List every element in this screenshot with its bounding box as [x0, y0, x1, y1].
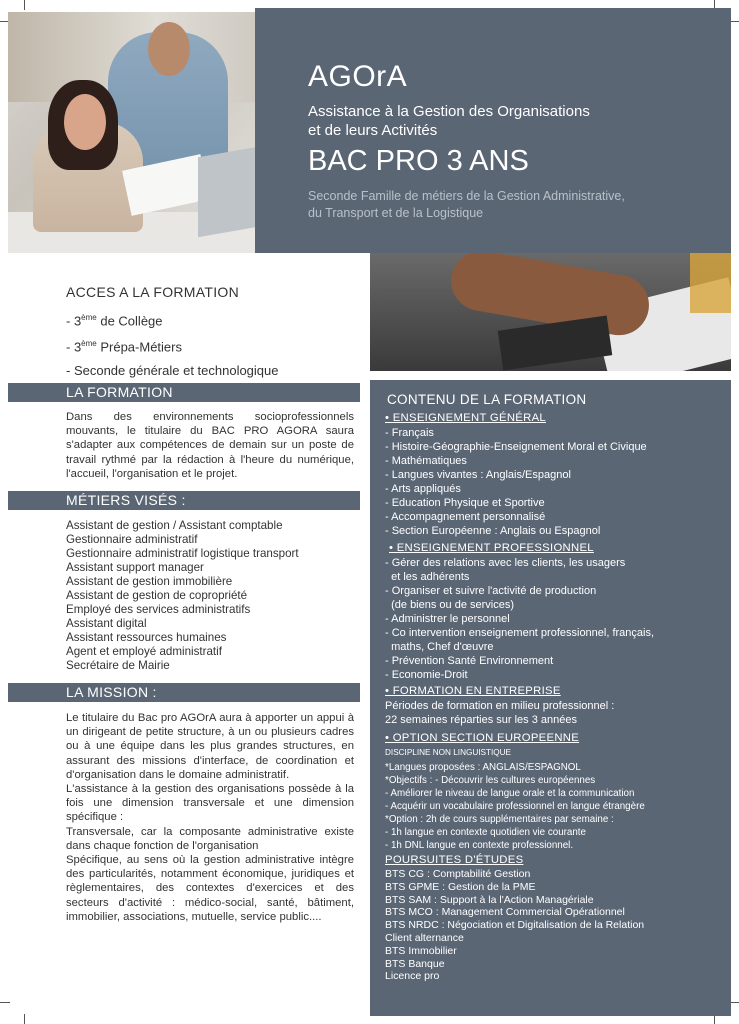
diploma-title: BAC PRO 3 ANS	[308, 145, 529, 177]
acces-item: - 3ème de Collège	[66, 313, 163, 329]
list-item: - Organiser et suivre l'activité de production	[385, 585, 597, 597]
acces-title: ACCES A LA FORMATION	[66, 284, 240, 300]
list-item: BTS Immobilier	[385, 944, 457, 957]
acces-list	[66, 306, 279, 382]
mission-paragraph: L'assistance à la gestion des organisations possède à la fois une dimension transversale et une dimension spécifique :	[66, 783, 354, 824]
list-item: - Acquérir un vocabulaire professionnel en langue étrangère	[385, 801, 645, 812]
list-item: *Langues proposées : ANGLAIS/ESPAGNOL	[385, 762, 581, 773]
list-item: Assistant de gestion immobilière	[66, 575, 233, 588]
section-europe-title: • OPTION SECTION EUROPEENNE	[385, 732, 580, 744]
list-item: - 1h DNL langue en contexte professionnel.	[385, 840, 574, 851]
list-item: Secrétaire de Mairie	[66, 659, 170, 672]
crop-mark	[24, 1014, 25, 1024]
formation-text: Dans des environnements socioprofessionnels mouvants, le titulaire du BAC PRO AGORA saura s'adapter aux compétences de demain sur un poste de travail rythmé par la rédaction à l'heure du numérique, l'accueil, l'organisation et le projet.	[66, 411, 354, 480]
subtitle-line: Assistance à la Gestion des Organisations	[308, 103, 590, 120]
list-item: Gestionnaire administratif logistique transport	[66, 547, 299, 560]
europe-list	[385, 761, 645, 852]
list-item: Client alternance	[385, 931, 464, 944]
acces-item: - 3ème Prépa-Métiers	[66, 339, 182, 355]
page-title: AGOrA	[308, 60, 408, 93]
list-item: Assistant support manager	[66, 561, 204, 574]
office-team-photo	[8, 12, 255, 253]
list-item: - Accompagnement personnalisé	[385, 511, 546, 523]
list-item: BTS CG : Comptabilité Gestion	[385, 868, 531, 880]
family-description	[308, 188, 625, 222]
section-pro-title: • ENSEIGNEMENT PROFESSIONNEL	[389, 542, 594, 554]
mission-paragraph: Le titulaire du Bac pro AGOrA aura à apporter un appui à un dirigeant de petite structure, à un ou plusieurs cadres ou à une équipe dans les plus grandes structures, en assurant des missions d'interface, de coordination et d'organisation dans le domaine administratif.	[66, 712, 354, 781]
list-item: (de biens ou de services)	[385, 599, 515, 611]
poursuites-list	[385, 868, 644, 983]
list-item: - Mathématiques	[385, 455, 467, 467]
list-item: BTS SAM : Support à la l'Action Managériale	[385, 893, 594, 906]
list-item: Assistant ressources humaines	[66, 631, 227, 644]
list-item: - Economie-Droit	[385, 669, 468, 681]
list-item: *Option : 2h de cours supplémentaires par semaine :	[385, 814, 614, 825]
metiers-heading: MÉTIERS VISÉS :	[8, 491, 360, 510]
list-item: - 1h langue en contexte quotidien vie courante	[385, 827, 586, 838]
list-item: Licence pro	[385, 970, 440, 983]
list-item: - Co intervention enseignement professionnel, français,	[385, 627, 655, 639]
family-line: Seconde Famille de métiers de la Gestion Administrative,	[308, 189, 625, 203]
section-general-title: • ENSEIGNEMENT GÉNÉRAL	[385, 412, 547, 424]
calculator-hands-photo	[370, 253, 731, 371]
list-item: - Administrer le personnel	[385, 613, 510, 625]
crop-mark	[0, 1002, 10, 1003]
list-item: Assistant de gestion / Assistant comptable	[66, 519, 283, 532]
page-subtitle	[308, 102, 590, 140]
list-item: BTS NRDC : Négociation et Digitalisation de la Relation	[385, 919, 645, 932]
list-item: Assistant de gestion de copropriété	[66, 589, 248, 602]
section-entreprise-title: • FORMATION EN ENTREPRISE	[385, 685, 561, 697]
list-item: Employé des services administratifs	[66, 603, 251, 616]
list-item: - Français	[385, 427, 434, 439]
crop-mark	[24, 0, 25, 10]
metiers-list	[66, 519, 299, 673]
list-item: BTS Banque	[385, 957, 445, 970]
entreprise-list	[385, 699, 614, 727]
europe-subtitle: DISCIPLINE NON LINGUISTIQUE	[385, 748, 512, 757]
list-item: BTS GPME : Gestion de la PME	[385, 880, 536, 893]
general-list	[385, 426, 647, 538]
list-item: et les adhérents	[385, 571, 470, 583]
list-item: Assistant digital	[66, 617, 147, 630]
list-item: maths, Chef d'œuvre	[385, 641, 494, 653]
family-line: du Transport et de la Logistique	[308, 206, 484, 220]
subtitle-line: et de leurs Activités	[308, 122, 438, 139]
header-panel	[255, 8, 731, 253]
list-item: Gestionnaire administratif	[66, 533, 198, 546]
section-poursuites-title: POURSUITES D'ÉTUDES	[385, 854, 524, 866]
mission-paragraph: Transversale, car la composante administrative existe dans chaque fonction de l'organisation	[66, 825, 354, 852]
list-item: *Objectifs : - Découvrir les cultures européennes	[385, 775, 596, 786]
list-item: - Améliorer le niveau de langue orale et la communication	[385, 788, 635, 799]
pro-list	[385, 556, 654, 682]
mission-text	[66, 711, 354, 924]
list-item: - Education Physique et Sportive	[385, 497, 545, 509]
list-item: - Gérer des relations avec les clients, les usagers	[385, 557, 626, 569]
list-item: 22 semaines réparties sur les 3 années	[385, 714, 577, 726]
acces-item: - Seconde générale et technologique	[66, 362, 279, 378]
list-item: - Prévention Santé Environnement	[385, 655, 554, 667]
contenu-panel	[370, 380, 731, 1016]
list-item: - Langues vivantes : Anglais/Espagnol	[385, 469, 571, 481]
mission-paragraph: Spécifique, au sens où la gestion administrative intègre des particularités, notamment économique, juridiques et règlementaires, des contextes d'exercices et des secteurs d'activité : médico-social, santé, bâtiment, immobilier, associations, mutuelle, service public....	[66, 854, 354, 923]
list-item: BTS MCO : Management Commercial Opérationnel	[385, 906, 625, 919]
list-item: Périodes de formation en milieu professionnel :	[385, 700, 615, 712]
contenu-title: CONTENU DE LA FORMATION	[387, 392, 587, 407]
list-item: - Section Européenne : Anglais ou Espagnol	[385, 525, 601, 537]
list-item: - Arts appliqués	[385, 483, 461, 495]
mission-heading: LA MISSION :	[8, 683, 360, 702]
list-item: - Histoire-Géographie-Enseignement Moral et Civique	[385, 441, 647, 453]
formation-heading: LA FORMATION	[8, 383, 360, 402]
list-item: Agent et employé administratif	[66, 645, 222, 658]
